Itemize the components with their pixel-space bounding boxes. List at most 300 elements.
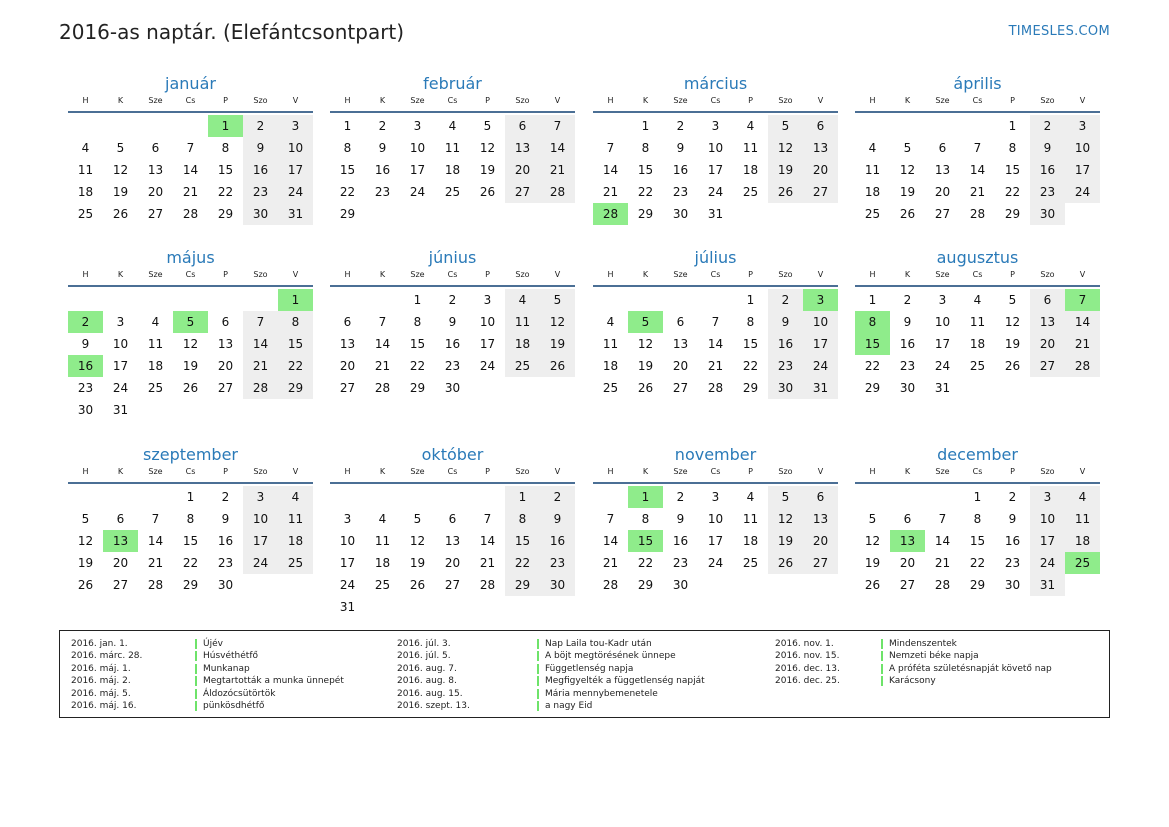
day-cell: 14: [540, 137, 575, 159]
day-cell: 22: [637, 556, 654, 570]
day-cell: 6: [803, 486, 838, 508]
day-cell: 3: [711, 490, 720, 504]
empty-cell: [890, 115, 925, 137]
day-cell: 16: [1004, 534, 1021, 548]
day-cell: 29: [742, 381, 759, 395]
holiday-marker: [195, 689, 197, 699]
day-cell: 25: [602, 381, 619, 395]
legend-row: [397, 675, 705, 687]
day-cell: 31: [112, 403, 129, 417]
holiday-marker: [537, 664, 539, 674]
weekday-header: [593, 95, 838, 113]
day-cell: 10: [1065, 137, 1100, 159]
day-cell: 15: [969, 534, 986, 548]
day-cell: 19: [768, 530, 803, 552]
day-cell: 9: [81, 337, 90, 351]
month-block: [855, 73, 1100, 225]
weekday-label: V: [554, 270, 561, 279]
day-cell: 24: [803, 355, 838, 377]
holiday-day-cell: 15: [628, 530, 663, 552]
weekday-label: H: [607, 270, 614, 279]
weekday-label: K: [904, 467, 911, 476]
day-cell: 13: [803, 137, 838, 159]
day-cell: 30: [1030, 203, 1065, 225]
holiday-date: 2016. aug. 15.: [397, 688, 463, 699]
day-cell: 2: [1030, 115, 1065, 137]
legend-row: [71, 675, 344, 687]
empty-cell: [890, 486, 925, 508]
day-cell: 8: [641, 141, 650, 155]
month-block: [68, 444, 313, 596]
day-cell: 26: [1004, 359, 1021, 373]
weekday-label: Sze: [673, 467, 688, 476]
holiday-day-cell: 25: [1065, 552, 1100, 574]
day-cell: 18: [374, 556, 391, 570]
weekday-label: H: [607, 467, 614, 476]
day-cell: 11: [505, 311, 540, 333]
day-cell: 22: [864, 359, 881, 373]
weekday-label: V: [554, 96, 561, 105]
day-cell: 14: [182, 163, 199, 177]
day-cell: 4: [606, 315, 615, 329]
day-cell: 10: [243, 508, 278, 530]
day-cell: 30: [672, 578, 689, 592]
day-cell: 11: [602, 337, 619, 351]
empty-cell: [663, 289, 698, 311]
holiday-marker: [881, 676, 883, 686]
day-cell: 31: [934, 381, 951, 395]
empty-cell: [103, 486, 138, 508]
holiday-date: 2016. máj. 2.: [71, 676, 131, 687]
weekday-label: Szo: [1040, 270, 1055, 279]
weekday-label: P: [223, 270, 228, 279]
day-cell: 26: [637, 381, 654, 395]
day-cell: 24: [707, 185, 724, 199]
day-cell: 17: [339, 556, 356, 570]
empty-cell: [103, 289, 138, 311]
weekday-label: K: [379, 96, 386, 105]
day-cell: 27: [112, 578, 129, 592]
day-grid: [68, 289, 313, 421]
day-cell: 12: [77, 534, 94, 548]
day-cell: 22: [278, 355, 313, 377]
day-cell: 6: [803, 115, 838, 137]
day-cell: 10: [1030, 508, 1065, 530]
day-cell: 29: [969, 578, 986, 592]
weekday-label: Szo: [253, 96, 268, 105]
weekday-label: P: [748, 467, 753, 476]
weekday-label: Sze: [935, 270, 950, 279]
weekday-label: K: [379, 270, 386, 279]
weekday-header: [330, 466, 575, 484]
day-cell: 6: [1030, 289, 1065, 311]
day-cell: 17: [479, 337, 496, 351]
day-cell: 10: [479, 315, 496, 329]
weekday-header: [855, 466, 1100, 484]
empty-cell: [330, 289, 365, 311]
day-cell: 20: [147, 185, 164, 199]
day-cell: 13: [217, 337, 234, 351]
empty-cell: [138, 289, 173, 311]
day-grid: [855, 486, 1100, 596]
day-cell: 17: [707, 163, 724, 177]
holiday-name: A próféta születésnapját követő nap: [889, 663, 1052, 674]
day-cell: 31: [803, 377, 838, 399]
holiday-name: pünkösdhétfő: [203, 700, 265, 711]
day-cell: 14: [479, 534, 496, 548]
day-cell: 30: [540, 574, 575, 596]
day-cell: 23: [672, 185, 689, 199]
day-cell: 8: [343, 141, 352, 155]
day-cell: 3: [278, 115, 313, 137]
holiday-marker: [537, 651, 539, 661]
day-cell: 13: [147, 163, 164, 177]
empty-cell: [208, 289, 243, 311]
day-grid: [330, 115, 575, 225]
weekday-header: [593, 466, 838, 484]
day-cell: 27: [147, 207, 164, 221]
day-cell: 22: [182, 556, 199, 570]
day-cell: 3: [116, 315, 125, 329]
weekday-label: K: [904, 270, 911, 279]
day-cell: 19: [899, 185, 916, 199]
day-cell: 13: [444, 534, 461, 548]
day-cell: 5: [868, 512, 877, 526]
weekday-label: K: [642, 96, 649, 105]
day-cell: 20: [505, 159, 540, 181]
month-name: június: [428, 248, 477, 267]
day-cell: 12: [1004, 315, 1021, 329]
day-cell: 13: [934, 163, 951, 177]
weekday-header: [855, 95, 1100, 113]
day-cell: 1: [746, 293, 755, 307]
month-name: március: [683, 74, 748, 93]
month-name: augusztus: [936, 248, 1019, 267]
day-cell: 15: [409, 337, 426, 351]
day-cell: 12: [540, 311, 575, 333]
day-cell: 1: [641, 119, 650, 133]
day-cell: 21: [540, 159, 575, 181]
weekday-label: Cs: [447, 96, 458, 105]
day-cell: 11: [374, 534, 391, 548]
empty-cell: [330, 486, 365, 508]
day-cell: 7: [973, 141, 982, 155]
day-cell: 25: [147, 381, 164, 395]
day-cell: 4: [746, 490, 755, 504]
weekday-label: Sze: [148, 467, 163, 476]
day-cell: 11: [1065, 508, 1100, 530]
holiday-date: 2016. szept. 13.: [397, 700, 470, 711]
month-name: április: [953, 74, 1002, 93]
day-cell: 6: [116, 512, 125, 526]
weekday-label: V: [292, 270, 299, 279]
day-cell: 4: [746, 119, 755, 133]
holiday-day-cell: 1: [278, 289, 313, 311]
day-cell: 9: [1008, 512, 1017, 526]
month-block: [68, 247, 313, 421]
day-grid: [330, 486, 575, 618]
day-cell: 7: [378, 315, 387, 329]
holiday-day-cell: 16: [68, 355, 103, 377]
holiday-name: Munkanap: [203, 663, 250, 674]
day-cell: 18: [969, 337, 986, 351]
day-cell: 31: [1030, 574, 1065, 596]
day-cell: 5: [413, 512, 422, 526]
day-cell: 7: [606, 141, 615, 155]
day-cell: 12: [182, 337, 199, 351]
weekday-label: Sze: [410, 96, 425, 105]
day-cell: 25: [444, 185, 461, 199]
day-cell: 29: [637, 207, 654, 221]
day-cell: 14: [969, 163, 986, 177]
day-cell: 8: [221, 141, 230, 155]
day-cell: 18: [77, 185, 94, 199]
day-cell: 28: [182, 207, 199, 221]
day-cell: 13: [505, 137, 540, 159]
day-cell: 23: [77, 381, 94, 395]
day-cell: 2: [676, 119, 685, 133]
holiday-date: 2016. dec. 13.: [775, 663, 840, 674]
day-cell: 27: [803, 181, 838, 203]
day-cell: 28: [707, 381, 724, 395]
day-cell: 26: [112, 207, 129, 221]
weekday-label: Szo: [515, 467, 530, 476]
day-cell: 16: [217, 534, 234, 548]
day-cell: 24: [707, 556, 724, 570]
day-cell: 24: [409, 185, 426, 199]
day-cell: 25: [742, 556, 759, 570]
empty-cell: [365, 486, 400, 508]
month-block: [593, 73, 838, 225]
weekday-label: P: [223, 96, 228, 105]
day-cell: 5: [903, 141, 912, 155]
day-cell: 19: [1004, 337, 1021, 351]
day-cell: 19: [768, 159, 803, 181]
holiday-name: Húsvéthétfő: [203, 651, 258, 662]
day-cell: 20: [217, 359, 234, 373]
holiday-marker: [881, 651, 883, 661]
weekday-label: Cs: [972, 270, 983, 279]
weekday-label: V: [292, 467, 299, 476]
empty-cell: [925, 115, 960, 137]
day-cell: 9: [243, 137, 278, 159]
day-cell: 30: [768, 377, 803, 399]
legend-row: [71, 688, 344, 700]
day-cell: 22: [969, 556, 986, 570]
day-cell: 1: [973, 490, 982, 504]
day-cell: 15: [339, 163, 356, 177]
weekday-label: H: [82, 467, 89, 476]
weekday-label: V: [554, 467, 561, 476]
day-cell: 13: [339, 337, 356, 351]
day-cell: 5: [768, 486, 803, 508]
weekday-label: Szo: [515, 270, 530, 279]
weekday-label: P: [485, 96, 490, 105]
day-cell: 19: [409, 556, 426, 570]
day-cell: 18: [278, 530, 313, 552]
day-cell: 5: [81, 512, 90, 526]
day-cell: 12: [899, 163, 916, 177]
holiday-day-cell: 1: [208, 115, 243, 137]
day-cell: 9: [540, 508, 575, 530]
day-cell: 25: [742, 185, 759, 199]
empty-cell: [960, 115, 995, 137]
day-cell: 6: [676, 315, 685, 329]
weekday-label: Szo: [1040, 96, 1055, 105]
weekday-label: V: [292, 96, 299, 105]
legend-column: [775, 638, 1052, 688]
day-cell: 15: [637, 163, 654, 177]
day-cell: 17: [934, 337, 951, 351]
day-cell: 24: [278, 181, 313, 203]
empty-cell: [68, 115, 103, 137]
day-cell: 9: [676, 141, 685, 155]
empty-cell: [470, 486, 505, 508]
day-cell: 3: [1065, 115, 1100, 137]
legend-row: [397, 688, 705, 700]
day-cell: 23: [1030, 181, 1065, 203]
day-cell: 12: [409, 534, 426, 548]
holiday-date: 2016. máj. 16.: [71, 700, 137, 711]
day-grid: [855, 289, 1100, 399]
day-cell: 6: [903, 512, 912, 526]
day-cell: 21: [707, 359, 724, 373]
holiday-name: A böjt megtörésének ünnepe: [545, 651, 676, 662]
day-cell: 23: [768, 355, 803, 377]
day-cell: 21: [602, 185, 619, 199]
day-cell: 11: [147, 337, 164, 351]
weekday-label: Sze: [935, 467, 950, 476]
weekday-label: H: [344, 270, 351, 279]
day-cell: 3: [413, 119, 422, 133]
day-cell: 17: [243, 530, 278, 552]
weekday-label: Sze: [410, 467, 425, 476]
day-cell: 10: [339, 534, 356, 548]
day-cell: 17: [112, 359, 129, 373]
weekday-label: Szo: [515, 96, 530, 105]
day-cell: 5: [483, 119, 492, 133]
day-cell: 1: [868, 293, 877, 307]
empty-cell: [68, 486, 103, 508]
weekday-label: Cs: [972, 96, 983, 105]
weekday-label: Sze: [148, 270, 163, 279]
month-name: december: [937, 445, 1018, 464]
day-cell: 12: [864, 534, 881, 548]
holiday-day-cell: 13: [890, 530, 925, 552]
day-cell: 2: [448, 293, 457, 307]
legend-column: [71, 638, 344, 712]
day-cell: 30: [243, 203, 278, 225]
day-cell: 31: [339, 600, 356, 614]
weekday-label: H: [82, 96, 89, 105]
holiday-marker: [537, 676, 539, 686]
weekday-header: [593, 269, 838, 287]
day-cell: 17: [803, 333, 838, 355]
weekday-label: K: [117, 467, 124, 476]
weekday-label: Cs: [710, 467, 721, 476]
legend-row: [397, 663, 705, 675]
day-cell: 2: [243, 115, 278, 137]
day-cell: 20: [803, 530, 838, 552]
day-cell: 21: [243, 355, 278, 377]
holiday-name: Mindenszentek: [889, 639, 957, 649]
day-cell: 16: [374, 163, 391, 177]
day-cell: 28: [147, 578, 164, 592]
weekday-label: H: [869, 270, 876, 279]
day-cell: 28: [243, 377, 278, 399]
day-cell: 1: [1008, 119, 1017, 133]
empty-cell: [173, 289, 208, 311]
day-cell: 24: [243, 552, 278, 574]
day-cell: 8: [973, 512, 982, 526]
day-cell: 14: [1065, 311, 1100, 333]
day-cell: 25: [278, 552, 313, 574]
day-cell: 9: [378, 141, 387, 155]
day-cell: 13: [672, 337, 689, 351]
day-cell: 20: [899, 556, 916, 570]
month-block: [593, 247, 838, 399]
brand-link[interactable]: TIMESLES.COM: [1008, 24, 1110, 39]
weekday-header: [330, 95, 575, 113]
day-cell: 8: [505, 508, 540, 530]
day-cell: 23: [672, 556, 689, 570]
holiday-marker: [881, 664, 883, 674]
weekday-header: [68, 95, 313, 113]
weekday-label: P: [748, 96, 753, 105]
day-cell: 25: [969, 359, 986, 373]
day-cell: 7: [938, 512, 947, 526]
empty-cell: [855, 486, 890, 508]
legend-row: [71, 700, 344, 712]
day-cell: 27: [1030, 355, 1065, 377]
holiday-day-cell: 5: [628, 311, 663, 333]
day-cell: 28: [479, 578, 496, 592]
weekday-label: Szo: [253, 270, 268, 279]
holiday-name: a nagy Eid: [545, 700, 593, 711]
day-cell: 21: [934, 556, 951, 570]
day-cell: 2: [768, 289, 803, 311]
day-cell: 4: [1065, 486, 1100, 508]
day-cell: 13: [1030, 311, 1065, 333]
day-cell: 26: [409, 578, 426, 592]
day-cell: 18: [864, 185, 881, 199]
holiday-name: Karácsony: [889, 676, 936, 687]
page-title: 2016-as naptár. (Elefántcsontpart): [59, 20, 405, 44]
holiday-date: 2016. márc. 28.: [71, 651, 143, 662]
day-cell: 23: [444, 359, 461, 373]
month-block: [330, 444, 575, 618]
legend-row: [775, 675, 1052, 687]
weekday-label: P: [1010, 96, 1015, 105]
month-name: október: [421, 445, 484, 464]
empty-cell: [593, 115, 628, 137]
weekday-header: [68, 269, 313, 287]
day-cell: 4: [278, 486, 313, 508]
day-cell: 12: [112, 163, 129, 177]
day-cell: 20: [112, 556, 129, 570]
day-cell: 14: [374, 337, 391, 351]
day-cell: 9: [1030, 137, 1065, 159]
month-block: [68, 73, 313, 225]
holiday-marker: [195, 639, 197, 649]
day-grid: [855, 115, 1100, 225]
weekday-label: V: [1079, 96, 1086, 105]
day-cell: 3: [483, 293, 492, 307]
day-cell: 4: [973, 293, 982, 307]
day-cell: 21: [1065, 333, 1100, 355]
empty-cell: [138, 486, 173, 508]
day-cell: 20: [339, 359, 356, 373]
